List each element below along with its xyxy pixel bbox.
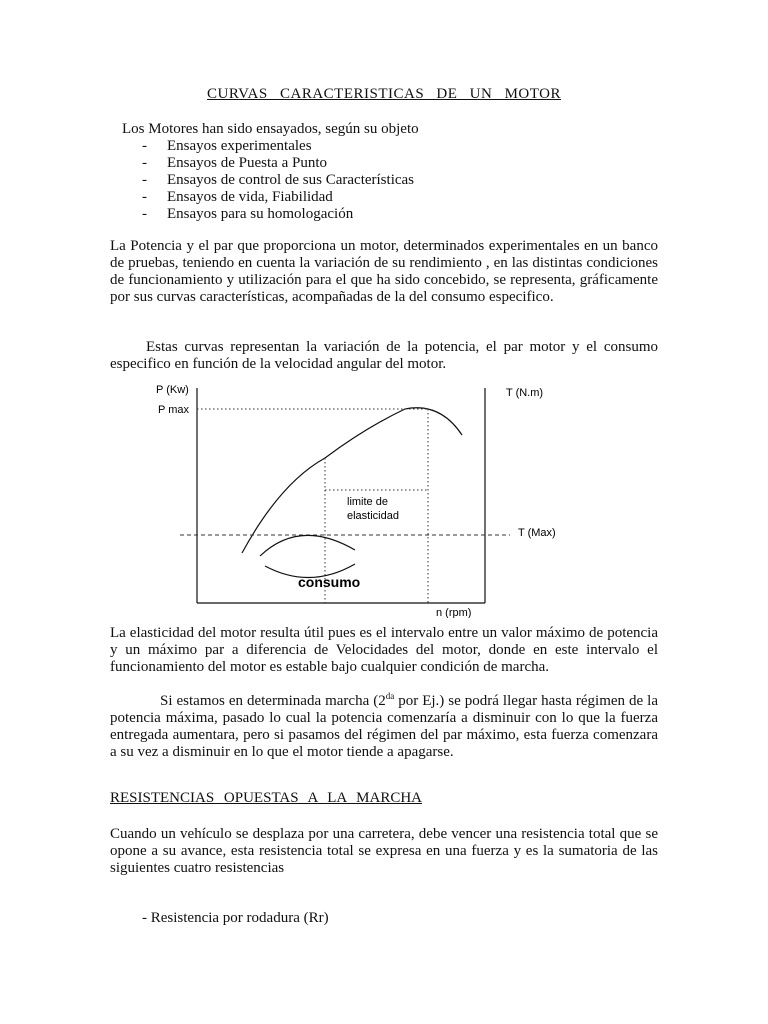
section-heading-resistances: RESISTENCIAS OPUESTAS A LA MARCHA [110, 790, 423, 806]
power-curve [242, 408, 462, 553]
page-title: CURVAS CARACTERISTICAS DE UN MOTOR [207, 86, 561, 102]
list-item: - Ensayos de Puesta a Punto [142, 155, 327, 171]
consumption-curve [260, 535, 355, 556]
list-item: - Ensayos de control de sus Características [142, 172, 415, 188]
motor-curves-diagram [150, 378, 570, 618]
paragraph-elasticity: La elasticidad del motor resulta útil pues es el intervalo entre un valor máximo de potencia y un máximo par a diferencia de Velocidades del motor, donde en este intervalo el funcionamiento del motor es estable bajo cualquier condición de marcha. [110, 625, 658, 675]
elasticity-label-line1: limite de [347, 496, 388, 508]
x-axis-label: n (rpm) [436, 607, 472, 618]
p-max-label: P max [158, 404, 189, 416]
list-item: - Ensayos de vida, Fiabilidad [142, 189, 333, 205]
intro-text: Los Motores han sido ensayados, según su objeto [122, 121, 419, 137]
t-max-label: T (Max) [518, 527, 556, 539]
paragraph-curves: Estas curvas representan la variación de la potencia, el par motor y el consumo especifico en función de la velocidad angular del motor. [110, 339, 658, 372]
paragraph-power-torque: La Potencia y el par que proporciona un motor, determinados experimentales en un banco de pruebas, teniendo en cuenta la variación de su rendimiento , en las distintas condiciones de funcionamiento y utilización para el que ha sido concebido, se representa, gráficamente por sus curvas características, acompañadas de la del consumo especifico. [110, 238, 658, 305]
consumption-label: consumo [298, 574, 361, 590]
list-item: - Ensayos experimentales [142, 138, 312, 154]
list-item: - Ensayos para su homologación [142, 206, 354, 222]
paragraph-resistances: Cuando un vehículo se desplaza por una carretera, debe vencer una resistencia total que se opone a su avance, esta resistencia total se expresa en una fuerza y es la sumatoria de las siguientes cuatro resistencias [110, 826, 658, 876]
y-axis-left-label: P (Kw) [156, 384, 189, 396]
y-axis-right-label: T (N.m) [506, 387, 544, 399]
elasticity-label-line2: elasticidad [347, 510, 399, 522]
paragraph-gear-example: Si estamos en determinada marcha ($2^{da}$ por Ej.) se podrá llegar hasta régimen de la potencia máxima, pasado lo cual la potencia comenzaría a disminuir con lo que la fuerza entregada aumentara, pero si pasamos del régimen del par máximo, esta fuerza comenzara a su vez a disminuir en lo que el motor tiende a apagarse. [110, 691, 658, 760]
list-item-rolling-resistance: - Resistencia por rodadura (Rr) [142, 910, 329, 926]
